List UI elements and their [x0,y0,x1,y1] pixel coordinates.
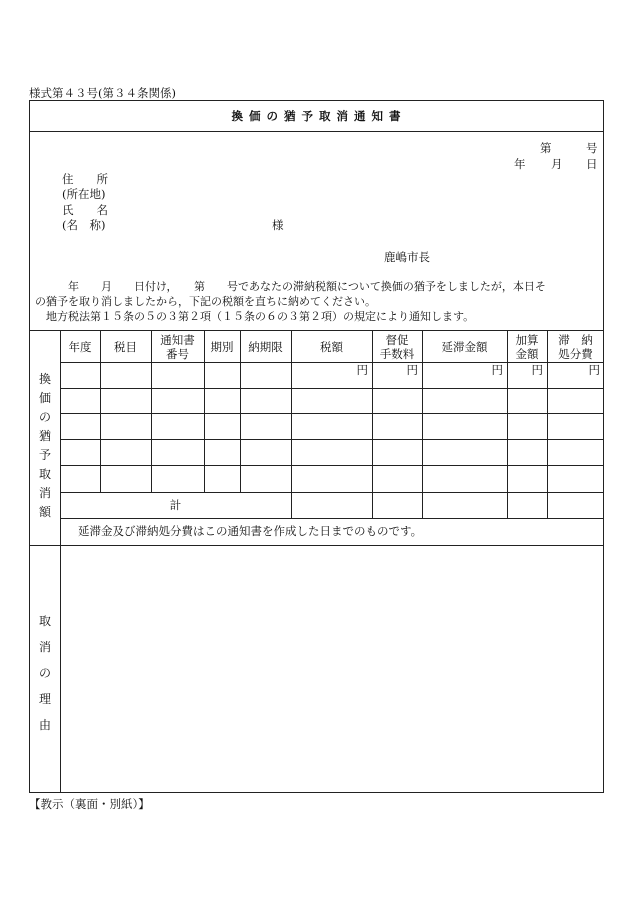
doc-number-dai: 第 [540,141,552,155]
issuer-name: 鹿嶋市長 [384,250,430,264]
doc-number-go: 号 [586,141,598,155]
form-number: 様式第４３号(第３４条関係) [29,86,176,100]
body-line-2: の猶予を取り消しましたから，下記の税額を直ちに納めてください。 [35,295,376,308]
form-frame [29,100,604,793]
body-line-1: 年 月 日付け， 第 号であなたの滞納税額について換価の猶予をしましたが，本日そ [35,280,546,293]
header-entai: 延滞金額 [441,340,488,354]
header-kasan-2: 金額 [515,347,539,361]
header-tsuchisho-1: 通知書 [160,333,195,347]
header-tsuchisho-2: 番号 [166,347,189,361]
header-nendo: 年度 [68,340,92,354]
name-label-alt: (名 称) [62,218,106,232]
document-title: 換 価 の 猶 予 取 消 通 知 書 [231,109,402,123]
sama-honorific: 様 [272,218,284,232]
header-kibetsu: 期別 [210,340,234,354]
yen-zeigaku: 円 [356,363,368,377]
note-text: 延滞金及び滞納処分費はこの通知書を作成した日までのものです。 [78,524,423,538]
footer-instruction: 【教示（裏面・別紙）】 [29,797,150,811]
side-label-divider [60,330,61,793]
header-tokusoku-1: 督促 [385,333,409,347]
address-label: 住 所 [62,172,108,186]
total-row-bottom [60,518,604,519]
header-zeimoku: 税目 [114,340,137,354]
date-year: 年 [514,157,526,171]
header-tokusoku-2: 手数料 [379,347,415,361]
header-zeigaku: 税額 [320,340,343,354]
yen-kasan: 円 [531,363,543,377]
reason-top-border [29,545,604,546]
side-label-amount: 換 価 の 猶 予 取 消 額 [38,372,51,519]
date-day: 日 [586,157,598,171]
header-nokigen: 納期限 [248,340,283,354]
header-tainou-1: 滞 納 [558,333,593,347]
address-label-alt: (所在地) [62,187,106,201]
header-kasan-1: 加算 [515,333,539,347]
yen-entai: 円 [491,363,503,377]
name-label: 氏 名 [62,203,108,217]
title-divider [29,131,604,132]
body-line-3: 地方税法第１５条の５の３第２項（１５条の６の３第２項）の規定により通知します。 [35,310,475,323]
reason-label: 取 消 の 理 由 [38,614,51,732]
yen-tokusoku: 円 [406,363,418,377]
table-top-border [29,330,604,331]
date-month: 月 [551,157,563,171]
yen-tainou: 円 [588,363,600,377]
header-tainou-2: 処分費 [558,347,593,361]
total-label: 計 [169,498,182,512]
